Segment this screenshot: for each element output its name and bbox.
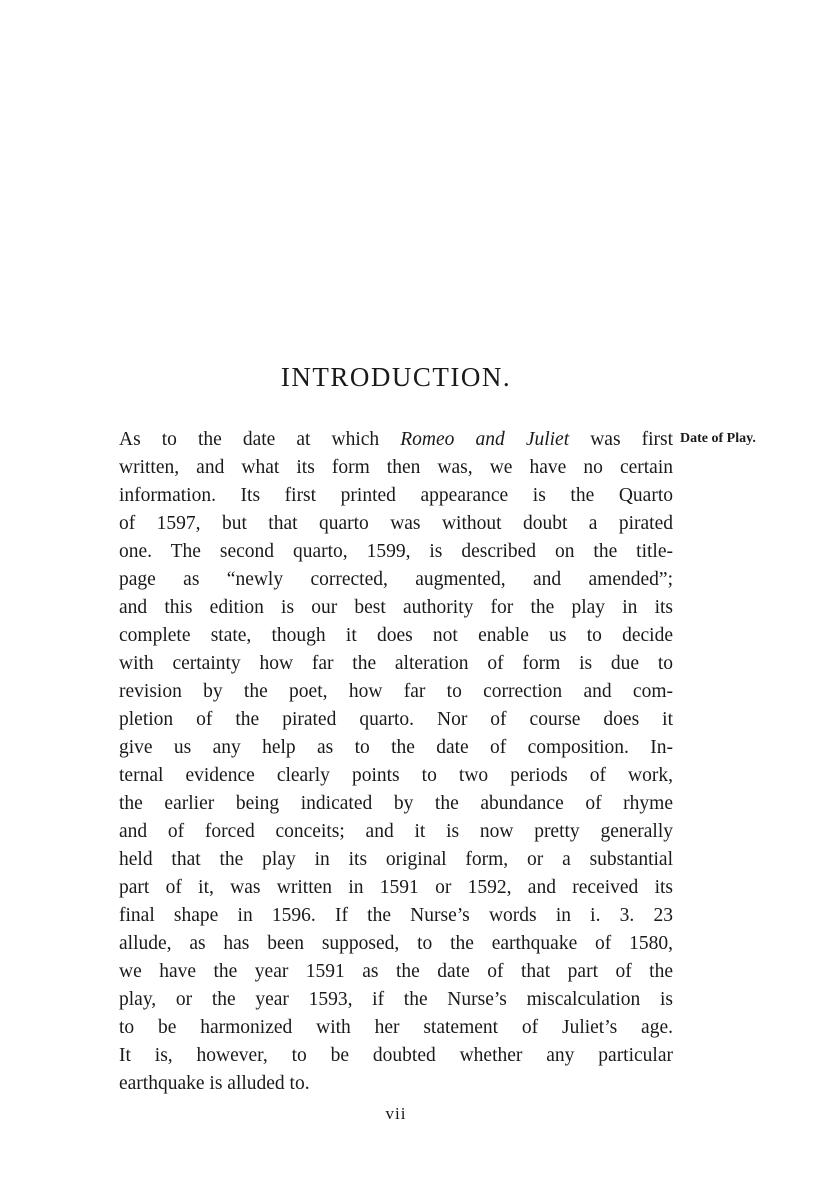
text-line: give us any help as to the date of composition. In-: [119, 737, 673, 758]
text-line: play, or the year 1593, if the Nurse’s miscalculation is: [119, 989, 673, 1010]
text-line: to be harmonized with her statement of Juliet’s age.: [119, 1017, 673, 1038]
text-line: complete state, though it does not enable us to decide: [119, 625, 673, 646]
text-line: we have the year 1591 as the date of that part of the: [119, 961, 673, 982]
text-line: page as “newly corrected, augmented, and amended”;: [119, 569, 673, 590]
text-line: and this edition is our best authority for the play in its: [119, 597, 673, 618]
text-line: pletion of the pirated quarto. Nor of course does it: [119, 709, 673, 730]
play-title-part: Juliet: [525, 429, 570, 450]
text-line: allude, as has been supposed, to the earthquake of 1580,: [119, 933, 673, 954]
chapter-heading: INTRODUCTION.: [280, 362, 512, 392]
text-line: one. The second quarto, 1599, is described on the title-: [119, 541, 673, 562]
text-segment: As to the date at which: [119, 429, 401, 450]
text-line: information. Its first printed appearance is the Quarto: [119, 485, 673, 506]
play-title-part: and: [454, 429, 526, 450]
page-number: vii: [385, 1104, 407, 1123]
text-line: and of forced conceits; and it is now pretty generally: [119, 821, 673, 842]
play-title-part: Romeo: [400, 429, 455, 450]
body-paragraph: [119, 426, 673, 1098]
text-line: revision by the poet, how far to correction and com-: [119, 681, 673, 702]
text-line: ternal evidence clearly points to two periods of work,: [119, 765, 673, 786]
text-line-last: earthquake is alluded to.: [119, 1073, 310, 1094]
text-line: final shape in 1596. If the Nurse’s words in i. 3. 23: [119, 905, 673, 926]
text-line: written, and what its form then was, we have no certain: [119, 457, 673, 478]
text-line: held that the play in its original form, or a substantial: [119, 849, 673, 870]
text-line: part of it, was written in 1591 or 1592, and received its: [119, 877, 673, 898]
margin-note: Date of Play.: [680, 431, 756, 446]
text-line: with certainty how far the alteration of form is due to: [119, 653, 673, 674]
text-line: the earlier being indicated by the abundance of rhyme: [119, 793, 673, 814]
text-line: [119, 426, 673, 454]
text-segment: was first: [569, 429, 674, 450]
text-line: of 1597, but that quarto was without doubt a pirated: [119, 513, 673, 534]
text-line: It is, however, to be doubted whether any particular: [119, 1045, 673, 1066]
